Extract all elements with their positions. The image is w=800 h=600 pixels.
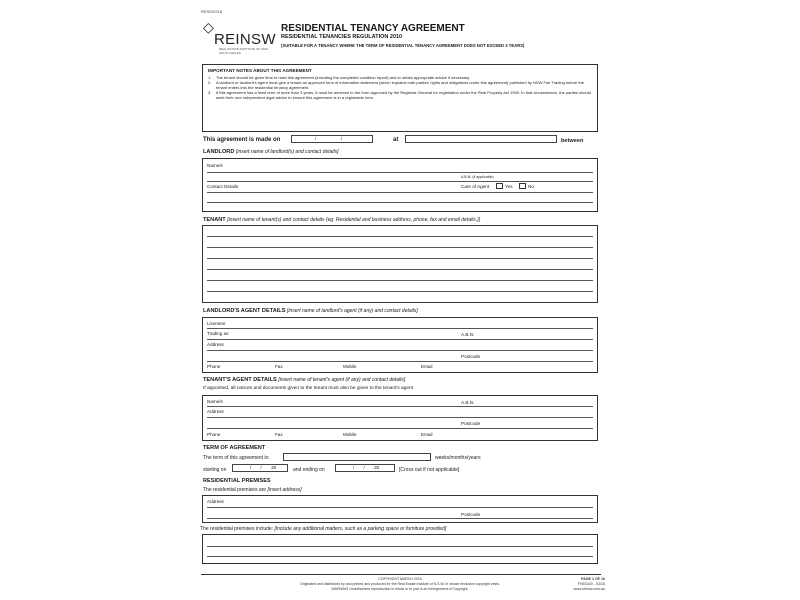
landlord-agent-postcode-label: Postcode	[461, 354, 481, 359]
landlord-agent-fax-label: Fax	[275, 364, 283, 369]
premises-are-label: The residential premises are [insert address]	[203, 487, 302, 493]
agreement-date-field[interactable]	[291, 135, 373, 143]
landlord-agent-address-label: Address	[207, 342, 224, 347]
landlord-names-line[interactable]	[207, 172, 593, 173]
premises-postcode-label: Postcode	[461, 512, 481, 517]
diamond-logo-icon: ◇	[203, 19, 214, 35]
landlord-box: Name/s A.B.N. (if applicable) Contact Details Care of Agent Yes No	[202, 158, 598, 212]
landlord-section-title: LANDLORD [insert name of landlord(s) and contact details]	[203, 149, 339, 155]
important-notes-box	[202, 64, 598, 132]
tenant-agent-box	[202, 395, 598, 441]
term-is-label: The term of this agreement is:	[203, 455, 270, 461]
logo-text: REINSW	[214, 31, 276, 48]
agreement-place-field[interactable]	[405, 135, 557, 143]
landlord-agent-section-title: LANDLORD'S AGENT DETAILS [insert name of landlord's agent (if any) and contact details]	[203, 308, 418, 314]
website-link[interactable]: www.reinsw.com.au	[573, 587, 605, 591]
tenant-agent-email-label: Email	[421, 432, 433, 437]
tenant-agent-fax-label: Fax	[275, 432, 283, 437]
premises-section-title: RESIDENTIAL PREMISES	[203, 478, 271, 484]
landlord-names-label: Name/s	[207, 163, 223, 168]
tenant-agent-section-title: TENANT'S AGENT DETAILS [insert name of tenant's agent (if any) and contact details]	[203, 377, 406, 383]
care-of-agent-yes-checkbox[interactable]	[496, 183, 503, 189]
document-title: RESIDENTIAL TENANCY AGREEMENT	[281, 23, 465, 34]
document-page: RESID0218 ◇ REINSW REAL ESTATE INSTITUTE OF NEW SOUTH WALES RESIDENTIAL TENANCY AGREEMENT RESIDENTIAL TENANCIES REGULATION 2010 (SUITABLE FOR A TENANCY WHERE THE TERM OF RESIDENTIAL TENANCY AGREEMENT DOES NOT EXCEED 3 YEARS) IMPORTANT NOTES ABOUT THIS AGREEMENT 1. The tenant should be given time to read this agreement (including the completed condition report) and to obtain appropriate advice if necessary. 2. A landlord or landlord's agent must give a tenant an approved form of information statement (which explains both parties' rights and obligations under this agreement) published by NSW Fair Trading before the tenant enters into the residential tenancy agreement. 3. If this agreement has a fixed term of more than 3 years, it must be annexed to the form approved by the Registrar-General for registration under the Real Property Act 1900. In that circumstance, the parties should seek their own independent legal advice to ensure this agreement is in a registrable form. This agreement is made on / / at between LANDLORD [insert name of landlord(s) and contact details] Name/s A.B.N. (if applicable) Contact Details Care of Agent Yes No TENANT [insert name of tenant(s) and contact details (eg. Residential and business address, phone, fax and email details.)] LANDLORD'S AGENT DETAILS [insert name of landlord's agent (if any) and contact details] Licensee Trading as A.B.N. Address Postcode Phone Fax Mobile Email TENANT'S AGENT DETAILS [insert name of tenant's agent (if any) and contact details] If appointed, all notices and documents given to the tenant must also be given to the tenant's agent Name/s A.B.N. Address Postcode Phone Fax Mobile Email TERM OF AGREEMENT The term of this agreement is: weeks/months/years starting on / / 20 and ending on / / 20 [Cross out if not applicable] RESIDENTIAL PREMISES The residential premises are [insert address] Address Postcode The residential premises include: [include any additional matters, such as a parking space or furniture provided] COPYRIGHT MARCH 2015 Originated and distributed by and printed and produced for the Real Estate Institute of N.S.W. in whose exclusive copyright vests. WARNING Unauthorised reproduction in whole or in part is an infringement of Copyright. PAGE 1 OF 16 FN03420 - 03/15 www.reinsw.com.au	[200, 9, 605, 591]
premises-include-box[interactable]	[202, 534, 598, 564]
term-section-title: TERM OF AGREEMENT	[203, 445, 266, 451]
tenant-box[interactable]	[202, 225, 598, 303]
footer-warning: WARNING Unauthorised reproduction in whole or in part is an infringement of Copyright.	[331, 587, 469, 591]
form-number: FN03420 - 03/15	[578, 582, 605, 586]
trading-as-label: Trading as	[207, 331, 229, 336]
footer-divider	[201, 574, 601, 575]
care-of-agent-label: Care of Agent	[461, 184, 490, 189]
tenant-agent-names-label: Name/s	[207, 399, 223, 404]
at-label: at	[393, 137, 399, 143]
tenant-section-title: TENANT [insert name of tenant(s) and contact details (eg. Residential and business address, phone, fax and email details.)]	[203, 217, 481, 223]
footer-copyright: COPYRIGHT MARCH 2015	[378, 577, 422, 581]
starting-on-label: starting on	[203, 467, 227, 473]
footer-distribution: Originated and distributed by and printed and produced for the Real Estate Institute of N.S.W. in whose exclusive copyright vests.	[300, 582, 500, 586]
document-subtitle: RESIDENTIAL TENANCIES REGULATION 2010	[281, 34, 403, 40]
landlord-agent-mobile-label: Mobile	[343, 364, 357, 369]
landlord-contact-label: Contact Details	[207, 184, 239, 189]
note-item: 3. If this agreement has a fixed term of more than 3 years, it must be annexed to the form approved by the Registrar-General for registration under the Real Property Act 1900. In that circumstance, the parties should seek their own independent legal advice to ensure this agreement is in a registrable form.	[208, 90, 591, 101]
term-length-field[interactable]	[283, 453, 431, 461]
landlord-abn-label: A.B.N. (if applicable)	[461, 175, 494, 179]
premises-address-box	[202, 495, 598, 523]
licensee-label: Licensee	[207, 321, 226, 326]
reinsw-logo	[203, 19, 276, 56]
tenant-agent-note: If appointed, all notices and documents given to the tenant must also be given to the tenant's agent	[203, 386, 413, 391]
notes-title: IMPORTANT NOTES ABOUT THIS AGREEMENT	[208, 68, 312, 73]
cross-out-note: [Cross out if not applicable]	[399, 467, 460, 473]
suitability-note: (SUITABLE FOR A TENANCY WHERE THE TERM OF RESIDENTIAL TENANCY AGREEMENT DOES NOT EXCEED 3 YEARS)	[281, 43, 525, 48]
licensee-line[interactable]	[207, 328, 593, 329]
note-item: 2. A landlord or landlord's agent must give a tenant an approved form of information statement (which explains both parties' rights and obligations under this agreement) published by NSW Fair Trading before the tenant enters into the residential tenancy agreement.	[208, 80, 584, 91]
tenant-agent-abn-label: A.B.N.	[461, 400, 475, 405]
tenant-agent-address-label: Address	[207, 409, 224, 414]
form-code: RESID0218	[201, 9, 223, 14]
care-of-agent-no-checkbox[interactable]	[519, 183, 526, 189]
page-number: PAGE 1 OF 16	[581, 577, 605, 581]
landlord-agent-email-label: Email	[421, 364, 433, 369]
landlord-agent-box	[202, 317, 598, 373]
term-units-label: weeks/months/years	[435, 455, 481, 461]
tenant-agent-phone-label: Phone	[207, 432, 221, 437]
landlord-agent-abn-label: A.B.N.	[461, 332, 475, 337]
tenant-agent-mobile-label: Mobile	[343, 432, 357, 437]
premises-include-label: The residential premises include: [include any additional matters, such as a parking space or furniture provided]	[200, 526, 447, 532]
tenant-agent-postcode-label: Postcode	[461, 421, 481, 426]
logo-subtext: REAL ESTATE INSTITUTE OF NEW SOUTH WALES	[219, 47, 268, 55]
premises-address-label: Address	[207, 499, 224, 504]
landlord-agent-phone-label: Phone	[207, 364, 221, 369]
agreement-made-on-label: This agreement is made on	[203, 137, 281, 143]
between-label: between	[561, 138, 584, 144]
ending-on-label: and ending on	[293, 467, 325, 473]
note-item: 1. The tenant should be given time to read this agreement (including the completed condition report) and to obtain appropriate advice if necessary.	[208, 75, 471, 80]
